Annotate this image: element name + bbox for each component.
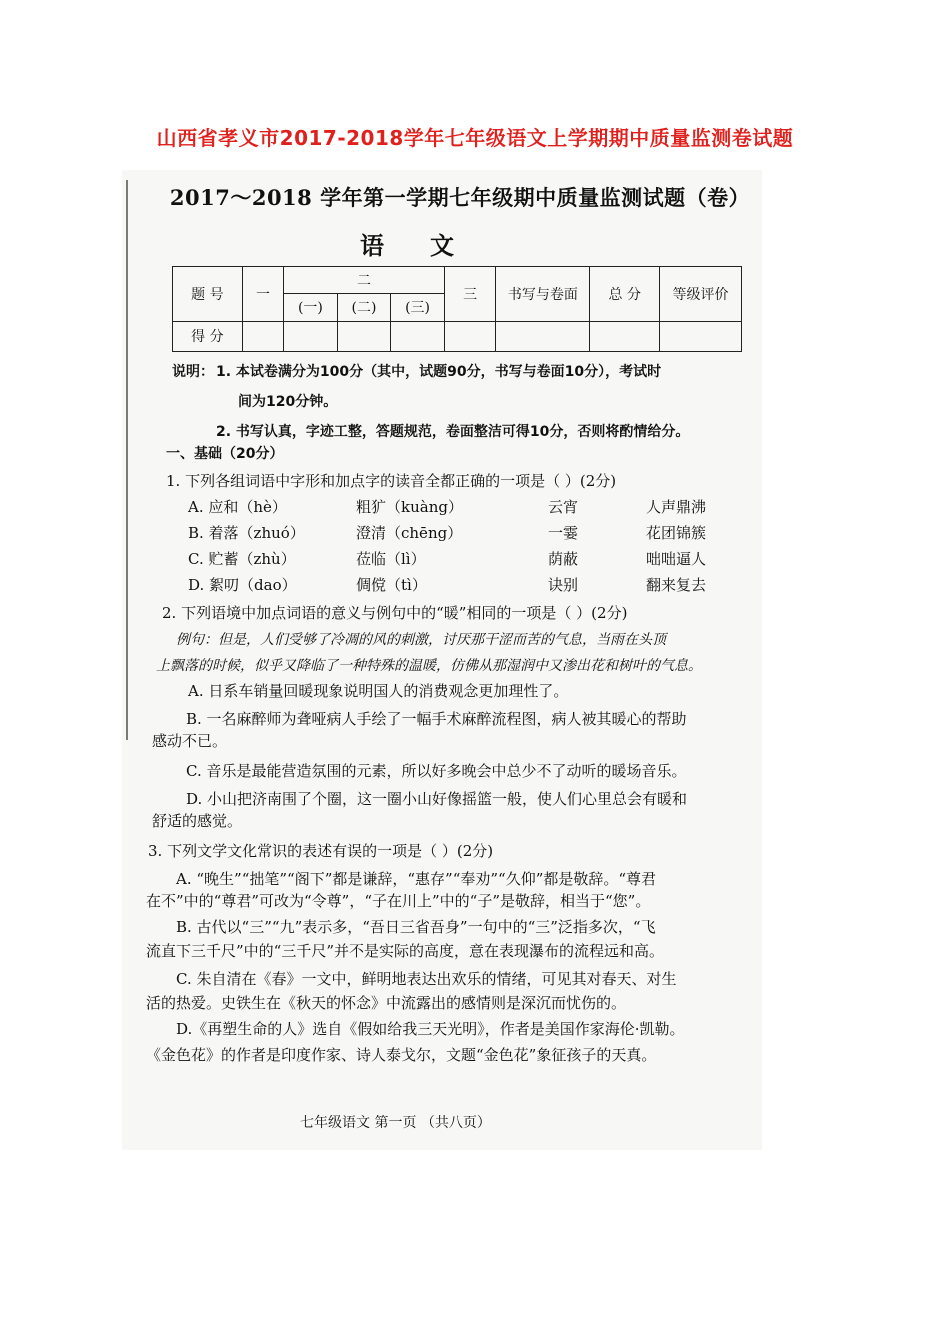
col-total: 总 分 — [590, 267, 660, 322]
score-cell — [660, 321, 742, 351]
q1-c-2: 莅临（lì） — [356, 550, 426, 568]
score-cell — [242, 321, 283, 351]
q1-d-3: 诀别 — [548, 576, 579, 594]
q3-option-b-2: 流直下三千尺”中的“三千尺”并不是实际的高度，意在表现瀑布的流程远和高。 — [146, 942, 665, 960]
document-title: 山西省孝义市2017-2018学年七年级语文上学期期中质量监测卷试题 — [156, 126, 794, 150]
q1-b-1: B. 着落（zhuó） — [188, 524, 305, 542]
q3-stem: 3. 下列文学文化常识的表述有误的一项是（ ）(2分) — [148, 842, 494, 860]
q2-option-b-1: B. 一名麻醉师为聋哑病人手绘了一幅手术麻醉流程图，病人被其暖心的帮助 — [186, 710, 687, 728]
q1-c-4: 咄咄逼人 — [646, 550, 707, 568]
q2-example-2: 上飘落的时候，似乎又降临了一种特殊的温暖，仿佛从那湿润中又渗出花和树叶的气息。 — [156, 658, 702, 674]
subject-title: 语文 — [360, 231, 500, 260]
q1-d-2: 倜傥（tì） — [356, 576, 427, 594]
q1-c-1: C. 贮蓄（zhù） — [188, 550, 296, 568]
q2-option-c: C. 音乐是最能营造氛围的元素，所以好多晚会中总少不了动听的暖场音乐。 — [186, 762, 687, 780]
col-one: 一 — [242, 267, 283, 322]
section-heading: 一、基础（20分） — [166, 446, 284, 462]
q3-option-b-1: B. 古代以“三”“九”表示多，“吾日三省吾身”一句中的“三”泛指多次，“飞 — [176, 918, 656, 936]
q3-option-a-2: 在不”中的“尊君”可改为“令尊”，“子在川上”中的“子”是敬辞，相当于“您”。 — [146, 892, 651, 910]
notes-line1b: 间为120分钟。 — [238, 394, 338, 410]
col-two-sub-2: (二) — [337, 294, 391, 321]
q3-option-d-1: D.《再塑生命的人》选自《假如给我三天光明》，作者是美国作家海伦·凯勒。 — [176, 1020, 685, 1038]
q2-option-d-2: 舒适的感觉。 — [152, 812, 243, 830]
q1-a-4: 人声鼎沸 — [646, 498, 707, 516]
scan-edge-line — [126, 180, 128, 740]
q1-a-3: 云宵 — [548, 498, 579, 516]
score-cell — [284, 321, 338, 351]
row-label-question: 题 号 — [173, 267, 243, 322]
q1-b-3: 一霎 — [548, 524, 579, 542]
q2-option-b-2: 感动不已。 — [152, 732, 228, 750]
q1-stem: 1. 下列各组词语中字形和加点字的读音全都正确的一项是（ ）(2分) — [166, 472, 617, 490]
q1-b-2: 澄清（chēng） — [356, 524, 463, 542]
col-two-sub-3: (三) — [391, 294, 445, 321]
exam-title: 2017～2018 学年第一学期七年级期中质量监测试题（卷） — [169, 185, 751, 210]
score-cell — [496, 321, 590, 351]
col-three: 三 — [444, 267, 496, 322]
q1-d-1: D. 絮叨（dao） — [188, 576, 297, 594]
q3-option-d-2: 《金色花》的作者是印度作家、诗人泰戈尔，文题“金色花”象征孩子的天真。 — [146, 1046, 657, 1064]
notes-line1: 1. 本试卷满分为100分（其中，试题90分，书写与卷面10分），考试时 — [216, 364, 662, 380]
q2-option-d-1: D. 小山把济南围了个圈，这一圈小山好像摇篮一般，使人们心里总会有暖和 — [186, 790, 688, 808]
q3-option-a-1: A. “晚生”“拙笔”“阁下”都是谦辞，“惠存”“奉劝”“久仰”都是敬辞。“尊君 — [176, 870, 657, 888]
score-cell — [590, 321, 660, 351]
q2-stem: 2. 下列语境中加点词语的意义与例句中的“暖”相同的一项是（ ）(2分) — [162, 604, 628, 622]
q3-option-c-2: 活的热爱。史铁生在《秋天的怀念》中流露出的感情则是深沉而忧伤的。 — [146, 994, 627, 1012]
row-label-score: 得 分 — [173, 321, 243, 351]
q2-option-a: A. 日系车销量回暖现象说明国人的消费观念更加理性了。 — [188, 682, 569, 700]
page-footer: 七年级语文 第一页 （共八页） — [300, 1115, 491, 1131]
notes-label: 说明： — [172, 364, 214, 380]
q1-a-2: 粗犷（kuàng） — [356, 498, 463, 516]
score-cell — [444, 321, 496, 351]
score-table — [172, 266, 742, 352]
q3-option-c-1: C. 朱自清在《春》一文中，鲜明地表达出欢乐的情绪，可见其对春天、对生 — [176, 970, 677, 988]
score-cell — [391, 321, 445, 351]
col-writing: 书写与卷面 — [496, 267, 590, 322]
q1-c-3: 荫蔽 — [548, 550, 579, 568]
col-two-sub-1: (一) — [284, 294, 338, 321]
score-cell — [337, 321, 391, 351]
q2-example-1: 例句：但是，人们受够了冷凋的风的刺激，讨厌那干涩而苦的气息，当雨在头顶 — [176, 632, 666, 648]
col-grade: 等级评价 — [660, 267, 742, 322]
col-two: 二 — [284, 267, 445, 294]
notes-line2: 2. 书写认真，字迹工整，答题规范，卷面整洁可得10分，否则将酌情给分。 — [216, 424, 690, 440]
q1-a-1: A. 应和（hè） — [188, 498, 287, 516]
q1-b-4: 花团锦簇 — [646, 524, 707, 542]
q1-d-4: 翻来复去 — [646, 576, 707, 594]
